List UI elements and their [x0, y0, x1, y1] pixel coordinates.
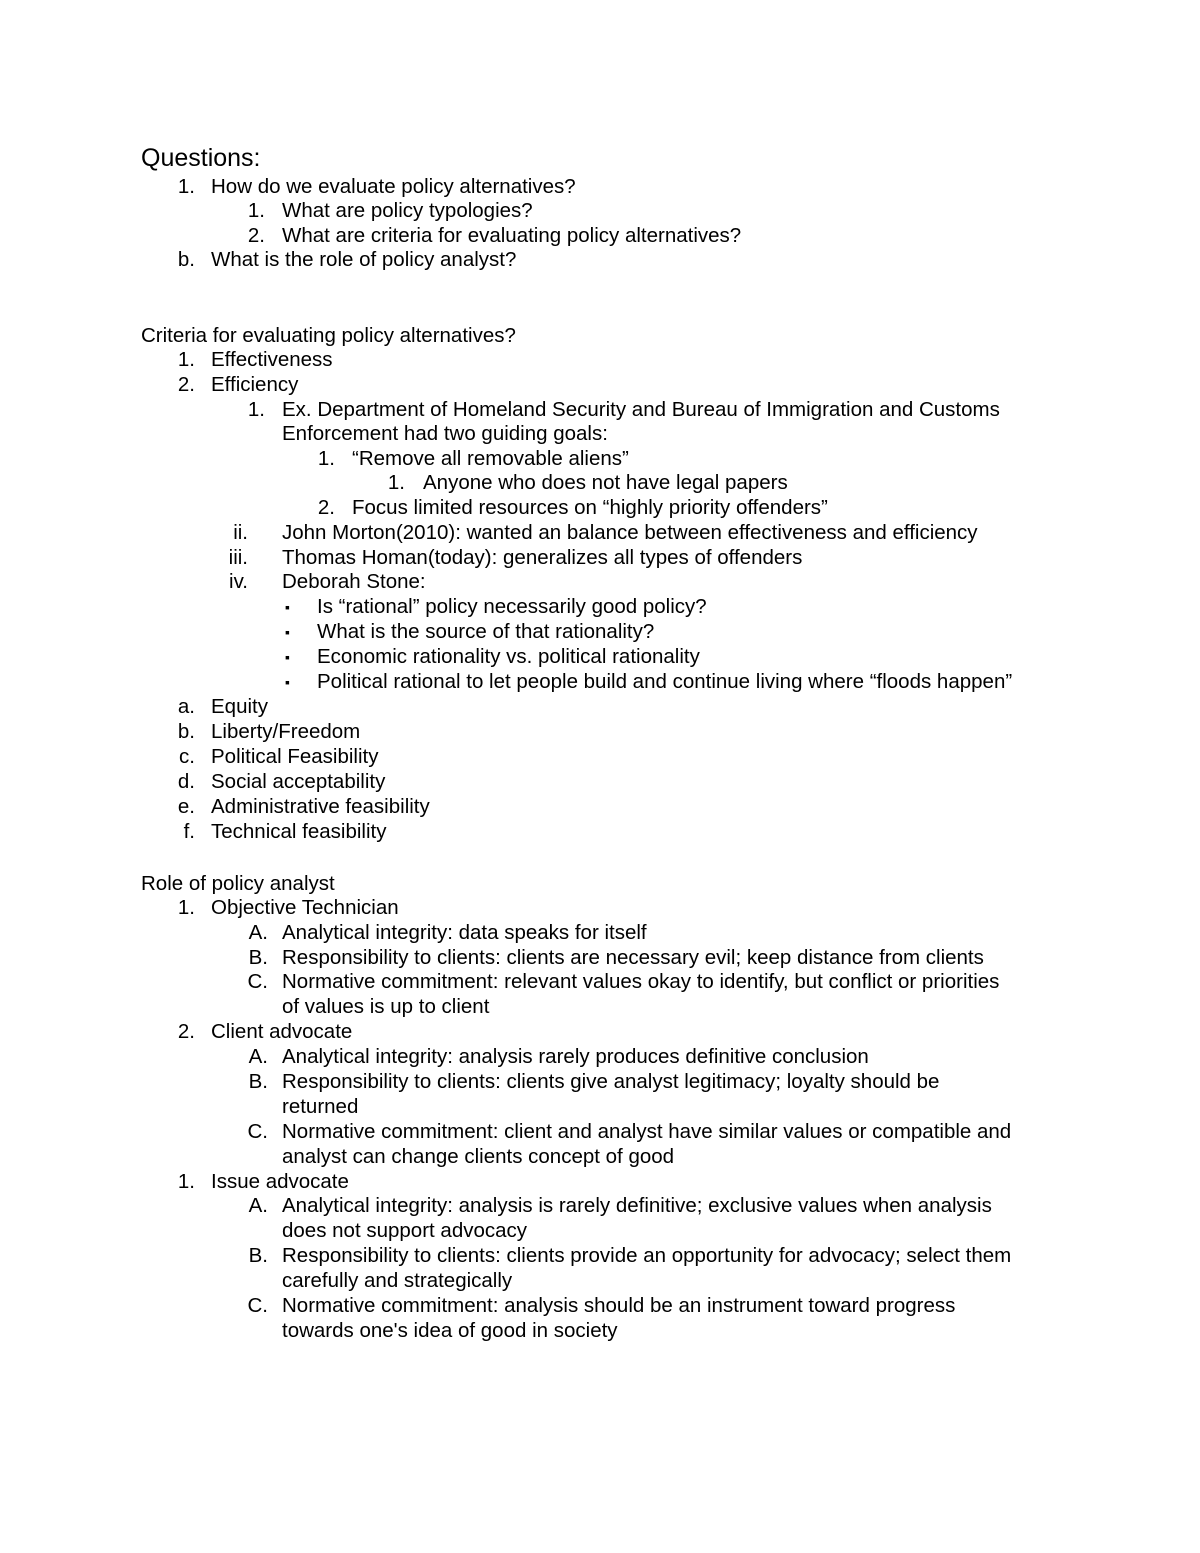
role-title: Role of policy analyst: [141, 872, 335, 895]
bullet-icon: ▪: [285, 624, 290, 640]
list-marker: iii.: [228, 546, 248, 569]
list-marker: d.: [177, 770, 195, 793]
list-marker: b.: [177, 720, 195, 743]
list-marker: ii.: [233, 521, 248, 544]
list-text: of values is up to client: [282, 995, 490, 1018]
list-text: Anyone who does not have legal papers: [423, 471, 788, 494]
list-text: Equity: [211, 695, 268, 718]
list-text: How do we evaluate policy alternatives?: [211, 175, 576, 198]
list-marker: C.: [247, 970, 268, 993]
list-marker: 1.: [247, 199, 265, 222]
list-marker: a.: [177, 695, 195, 718]
list-marker: B.: [248, 946, 268, 969]
list-text: John Morton(2010): wanted an balance between effectiveness and efficiency: [282, 521, 978, 544]
list-marker: 2.: [317, 496, 335, 519]
criteria-title: Criteria for evaluating policy alternatives?: [141, 324, 516, 347]
list-text: Responsibility to clients: clients are necessary evil; keep distance from clients: [282, 946, 984, 969]
list-marker: C.: [247, 1294, 268, 1317]
list-marker: 1.: [247, 398, 265, 421]
list-marker: 1.: [177, 348, 195, 371]
list-marker: c.: [179, 745, 195, 768]
list-marker: A.: [248, 1045, 268, 1068]
list-marker: B.: [248, 1244, 268, 1267]
list-text: Technical feasibility: [211, 820, 387, 843]
list-text: Social acceptability: [211, 770, 386, 793]
list-text: Economic rationality vs. political rationality: [317, 645, 700, 668]
list-text: Normative commitment: relevant values okay to identify, but conflict or priorities: [282, 970, 1000, 993]
list-text: What is the role of policy analyst?: [211, 248, 517, 271]
list-marker: 2.: [177, 1020, 195, 1043]
list-text: Enforcement had two guiding goals:: [282, 422, 608, 445]
list-text: Client advocate: [211, 1020, 353, 1043]
list-text: towards one's idea of good in society: [282, 1319, 618, 1342]
list-marker: 1.: [177, 175, 195, 198]
list-marker: 2.: [177, 373, 195, 396]
bullet-icon: ▪: [285, 649, 290, 665]
list-text: “Remove all removable aliens”: [352, 447, 629, 470]
list-marker: iv.: [229, 570, 248, 593]
list-text: Normative commitment: client and analyst have similar values or compatible and: [282, 1120, 1012, 1143]
list-text: carefully and strategically: [282, 1269, 513, 1292]
list-text: Responsibility to clients: clients provide an opportunity for advocacy; select them: [282, 1244, 1012, 1267]
list-text: Is “rational” policy necessarily good policy?: [317, 595, 707, 618]
list-text: Political rational to let people build and continue living where “floods happen”: [317, 670, 1013, 693]
list-text: Administrative feasibility: [211, 795, 430, 818]
list-marker: 1.: [387, 471, 405, 494]
list-text: What are policy typologies?: [282, 199, 533, 222]
list-marker: A.: [248, 1194, 268, 1217]
list-marker: b.: [177, 248, 195, 271]
list-text: What is the source of that rationality?: [317, 620, 655, 643]
questions-heading: Questions:: [141, 144, 261, 172]
list-marker: A.: [248, 921, 268, 944]
bullet-icon: ▪: [285, 674, 290, 690]
list-marker: f.: [183, 820, 195, 843]
list-text: does not support advocacy: [282, 1219, 528, 1242]
list-text: returned: [282, 1095, 359, 1118]
list-text: Normative commitment: analysis should be an instrument toward progress: [282, 1294, 956, 1317]
list-marker: 1.: [177, 1170, 195, 1193]
list-text: Thomas Homan(today): generalizes all types of offenders: [282, 546, 803, 569]
list-text: Deborah Stone:: [282, 570, 426, 593]
list-text: Effectiveness: [211, 348, 333, 371]
list-marker: B.: [248, 1070, 268, 1093]
list-marker: 2.: [247, 224, 265, 247]
list-text: Ex. Department of Homeland Security and Bureau of Immigration and Customs: [282, 398, 1000, 421]
list-text: Analytical integrity: analysis rarely produces definitive conclusion: [282, 1045, 869, 1068]
list-text: Objective Technician: [211, 896, 399, 919]
list-text: Analytical integrity: analysis is rarely definitive; exclusive values when analysis: [282, 1194, 992, 1217]
list-text: Political Feasibility: [211, 745, 379, 768]
bullet-icon: ▪: [285, 599, 290, 615]
list-text: analyst can change clients concept of good: [282, 1145, 675, 1168]
list-text: Responsibility to clients: clients give analyst legitimacy; loyalty should be: [282, 1070, 940, 1093]
list-marker: 1.: [177, 896, 195, 919]
list-text: Efficiency: [211, 373, 299, 396]
list-text: Liberty/Freedom: [211, 720, 361, 743]
list-text: Focus limited resources on “highly priority offenders”: [352, 496, 828, 519]
list-text: Analytical integrity: data speaks for itself: [282, 921, 647, 944]
list-marker: e.: [177, 795, 195, 818]
list-text: What are criteria for evaluating policy alternatives?: [282, 224, 742, 247]
list-marker: 1.: [317, 447, 335, 470]
list-text: Issue advocate: [211, 1170, 349, 1193]
list-marker: C.: [247, 1120, 268, 1143]
